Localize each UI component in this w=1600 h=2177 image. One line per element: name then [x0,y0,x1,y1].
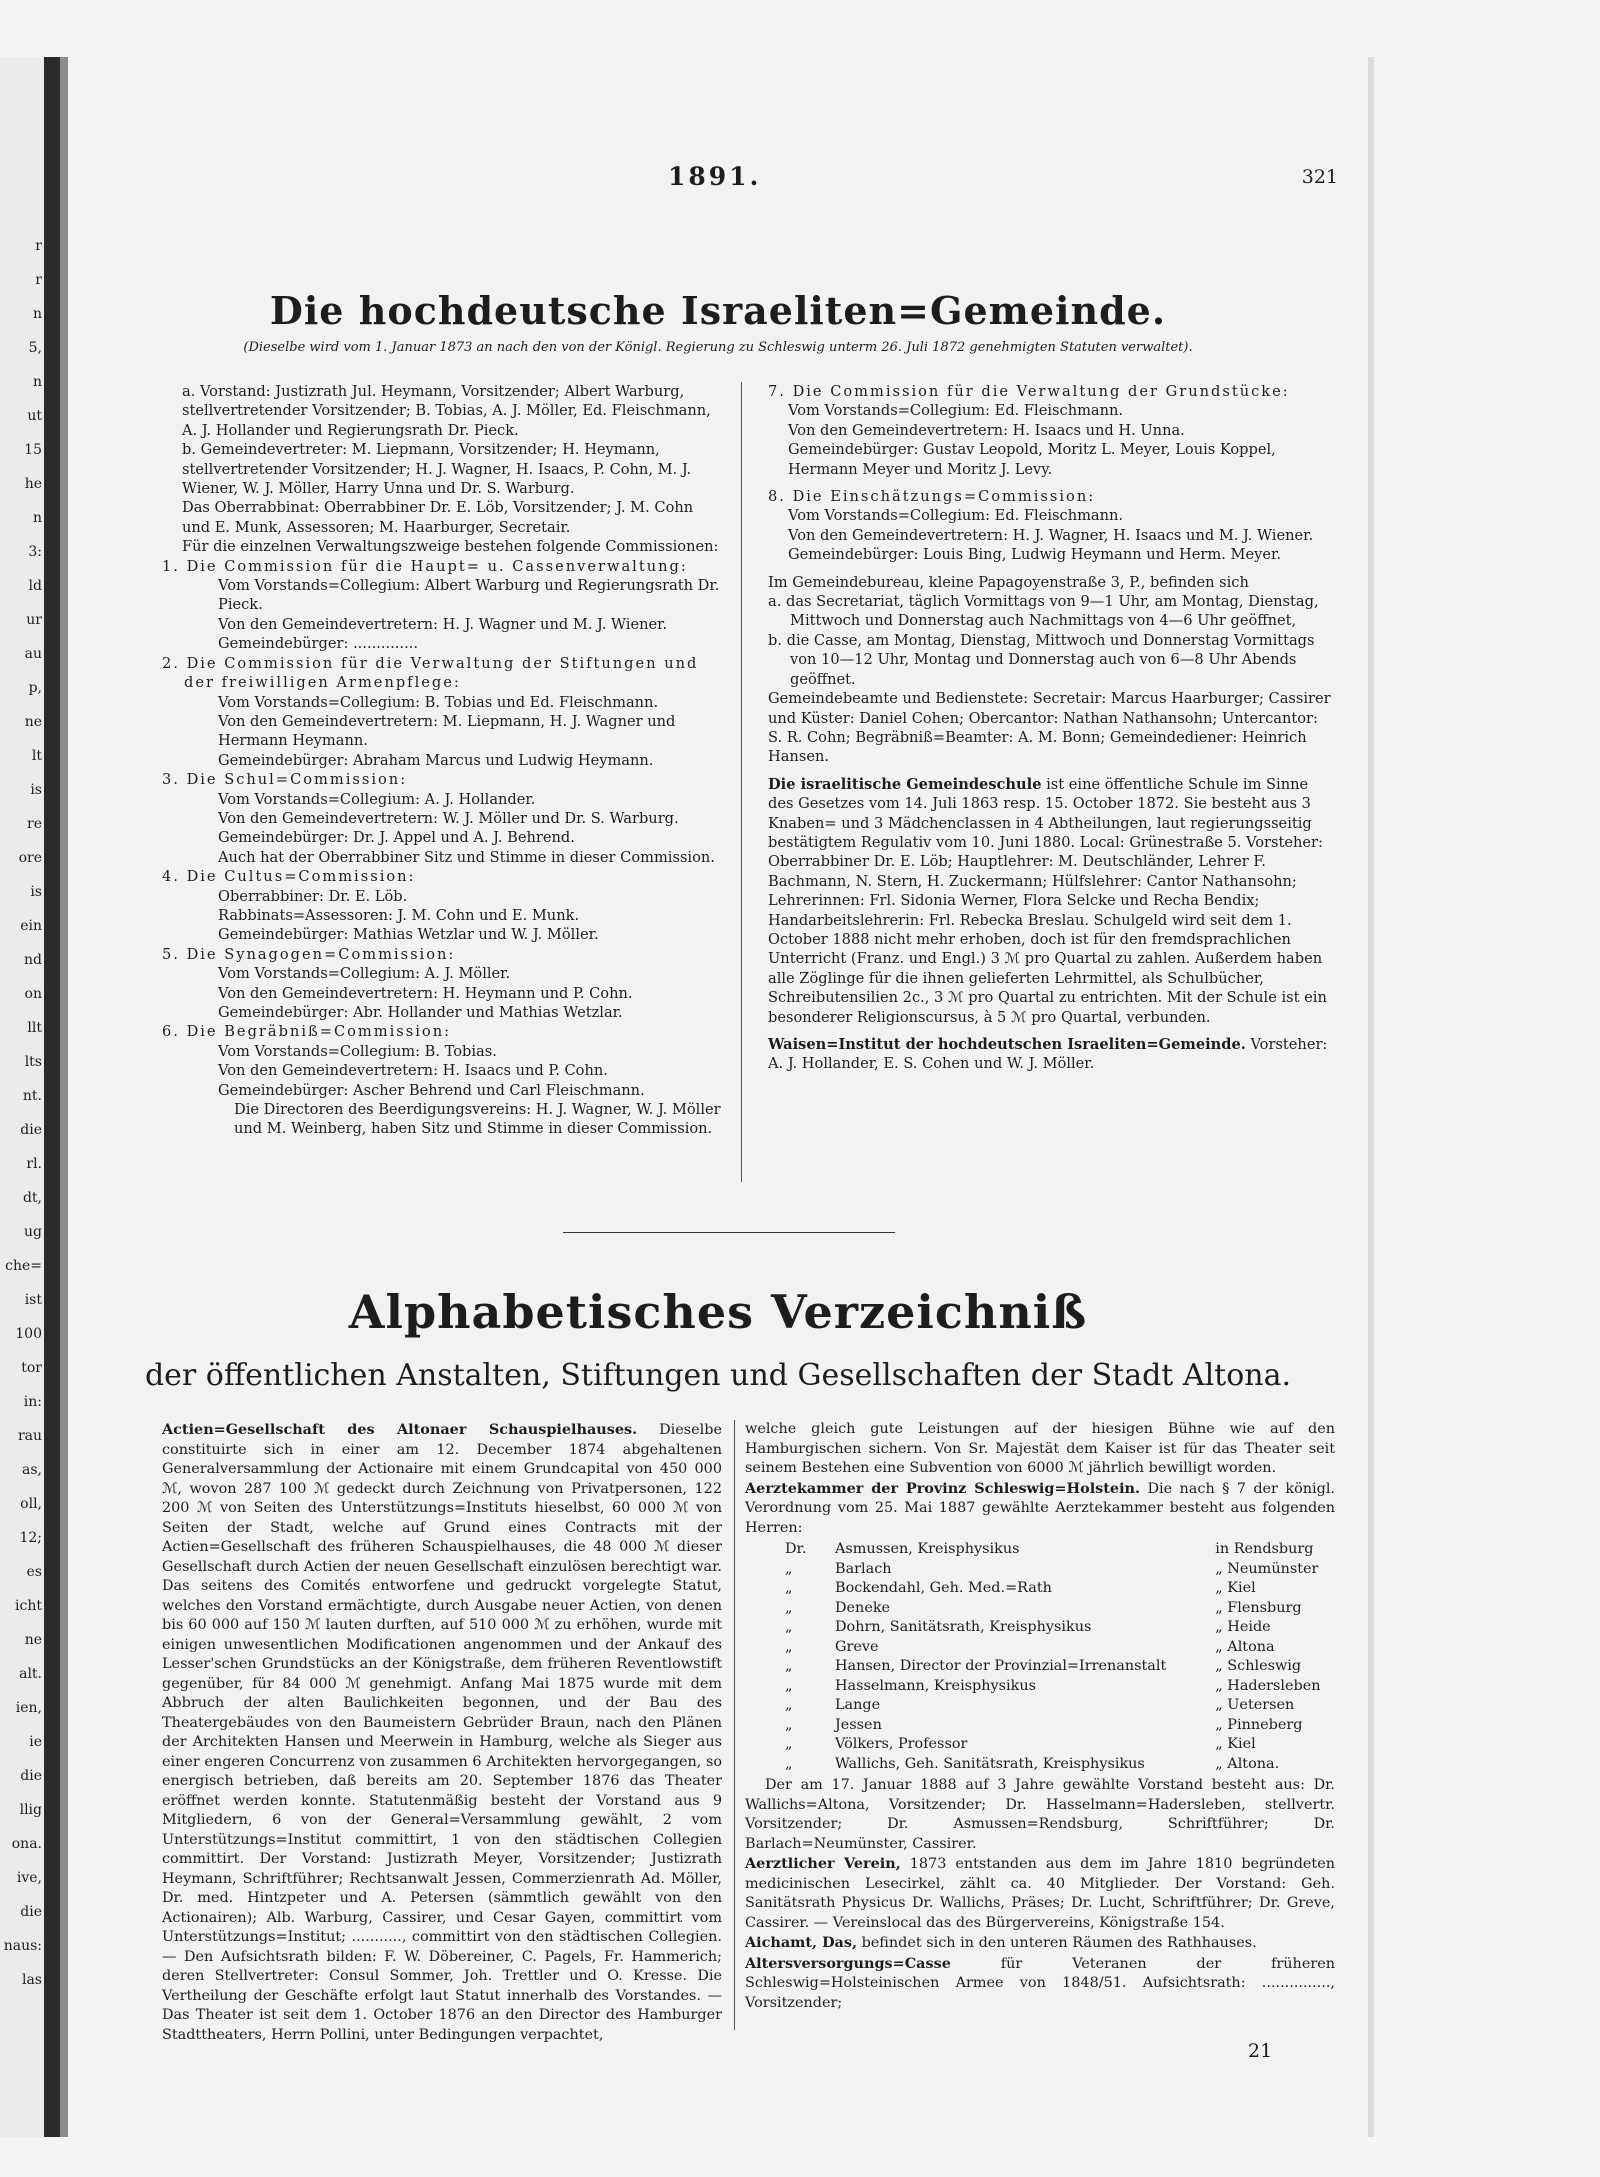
actien-gesellschaft-continued: welche gleich gute Leistungen auf der hiesigen Bühne wie auf den Hamburgischen sichern. Von Sr. Majestät dem Kaiser ist für das Theater seit seinem Bestehen eine Subvention von 6000 ℳ jährlich bewilligt worden. [745,1421,1335,1476]
commission-1-line: Von den Gemeindevertretern: H. J. Wagner und M. J. Wiener. [218,615,668,633]
margin-fragment: naus: [3,1938,42,1954]
commissions-intro: Für die einzelnen Verwaltungszweige bestehen folgende Commissionen: [182,538,719,556]
section-subtitle-verzeichniss: der öffentlichen Anstalten, Stiftungen und Gesellschaften der Stadt Altona. [144,1358,1292,1393]
doctor-place: „ Uetersen [1215,1697,1295,1713]
commission-7-line: Von den Gemeindevertretern: H. Isaacs und H. Unna. [788,421,1185,439]
margin-fragment: rl. [26,1156,42,1172]
doctor-prefix: „ [785,1638,793,1655]
doctor-place: „ Altona [1215,1638,1275,1655]
page-number: 321 [1301,166,1338,188]
doctor-row [745,1599,1335,1619]
doctor-row [745,1735,1335,1755]
commission-7-line: Vom Vorstands=Collegium: Ed. Fleischmann. [788,402,1124,420]
doctor-prefix: „ [785,1658,793,1674]
doctor-place: „ Kiel [1215,1736,1256,1752]
doctor-place: „ Heide [1215,1619,1271,1635]
section-subtitle-gemeinde: (Dieselbe wird vom 1. Januar 1873 an nach den von der Königl. Regierung zu Schleswig unterm 26. Juli 1872 genehmigten Statuten verwaltet). [243,340,1193,355]
commission-4-line: Oberrabbiner: Dr. E. Löb. [218,887,408,905]
aerztekammer-entry [745,1479,1335,1539]
margin-fragment: alt. [19,1666,42,1682]
margin-fragment: is [30,782,42,798]
doctor-name: Deneke [835,1599,891,1616]
actien-gesellschaft-text: Dieselbe constituirte sich in einer am 12. December 1874 abgehaltenen Generalversammlung der Actionaire mit einem Grundcapital von 450 000 ℳ, wovon 287 100 ℳ gedeckt durch Zeichnung von Privatpersonen, 122 200 ℳ von Seiten des Unterstützungs=Instituts hieselbst, 60 000 ℳ von Seiten der Stadt, welche auf Grund eines Contracts mit der Actien=Gesellschaft des früheren Schauspielhauses, die 48 000 ℳ dieser Gesellschaft durch Actien der neuen Gesellschaft einzulösen berechtigt war. Das seitens des Comités entworfene und gedruckt vorgelegte Statut, welches den Vorstand ermächtigte, durch Ausgabe neuer Actien, von denen bis 60 000 auf 150 ℳ lauten durften, auf 510 000 ℳ zu erhöhen, wurde mit einigen unwesentlichen Modificationen angenommen und der Ankauf des Lesser'schen Grundstücks an der Königstraße, dem früheren Reventlowstift gegenüber, für 84 000 ℳ genehmigt. Anfang Mai 1875 wurde mit dem Abbruch der alten Baulichkeiten begonnen, und der Bau des Theatergebäudes von den Baumeistern Gebrüder Braun, nach den Plänen der Architekten Hansen und Meerwein in Hamburg, welche als Sieger aus einer engeren Concurrenz von zusammen 6 Architekten hervorgegangen, so energisch betrieben, daß bereits am 20. September 1876 das Theater eröffnet werden konnte. Statutenmäßig besteht der Vorstand aus 9 Mitgliedern, 6 von der General=Versammlung gewählt, 2 vom Unterstützungs=Institut committirt, 1 von den städtischen Collegien committirt. Der Vorstand: Justizrath Meyer, Vorsitzender; Justizrath Heymann, Schriftführer; Rechtsanwalt Jessen, Commerzienrath Ad. Möller, Dr. med. Hintzpeter und A. Petersen (sämmtlich gewählt von den Actionairen); Alb. Warburg, Cassirer, und Cesar Gayen, committirt vom Unterstützungs=Institut; ..........., committirt von den städtischen Collegien. — Den Aufsichtsrath bilden: F. W. Döbereiner, C. Pagels, Fr. Hammerich; deren Stellvertreter: Consul Sommer, Joh. Trettler und O. Kresse. Die Vertheilung der Geschäfte erfolgt laut Statut innerhalb des Vorstandes. — Das Theater ist seit dem 1. October 1876 an den Director des Hamburger Stadttheaters, Herrn Pollini, unter Bedingungen verpachtet, [162,1422,723,2043]
gemeindeschule-entry [768,775,1334,1027]
doctor-name: Barlach [835,1560,892,1577]
beamte-entry: Gemeindebeamte und Bedienstete: Secretair: Marcus Haarburger; Cassirer und Küster: Daniel Cohen; Obercantor: Nathan Nathansohn; Untercantor: S. R. Cohn; Begräbniß=Beamter: A. M. Bonn; Gemeindediener: Heinrich Hansen. [768,690,1331,766]
margin-fragment: au [24,646,42,662]
doctor-prefix: „ [785,1697,793,1713]
margin-fragment: re [27,816,42,832]
doctor-place: „ Schleswig [1215,1658,1302,1674]
commission-3-line: Gemeindebürger: Dr. J. Appel und A. J. Behrend. [218,829,575,847]
margin-fragment: n [32,374,42,390]
commission-6-line: Gemeindebürger: Ascher Behrend und Carl Fleischmann. [218,1081,645,1099]
aerztlicher-verein-title: Aerztlicher Verein, [745,1855,901,1872]
book-binding-edge [60,57,68,2137]
aerztlicher-verein-text: 1873 entstanden aus dem im Jahre 1810 begründeten medicinischen Lesecirkel, zählt ca. 40 Mitglieder. Der Vorstand: Geh. Sanitätsrath Physicus Dr. Wallichs, Präses; Dr. Lucht, Schriftführer; Dr. Greve, Cassirer. — Vereinslocal das des Bürgervereins, Königstraße 154. [745,1856,1335,1931]
margin-fragment: lt [31,748,42,764]
doctor-place: „ Hadersleben [1215,1677,1321,1694]
doctor-row [745,1560,1335,1580]
doctor-name: Lange [835,1697,881,1713]
margin-fragment: nd [24,952,42,968]
margin-fragment: icht [15,1598,42,1614]
waisen-institut-text: Vorsteher: A. J. Hollander, E. S. Cohen und W. J. Möller. [768,1036,1328,1073]
margin-fragment: ore [18,850,42,866]
waisen-institut-entry [768,1035,1334,1074]
commission-2-line: Von den Gemeindevertretern: M. Liepmann, H. J. Wagner und Hermann Heymann. [218,712,676,750]
margin-fragment: llig [19,1802,42,1818]
aichamt-text: befindet sich in den unteren Räumen des Rathhauses. [857,1935,1257,1951]
margin-fragment: he [24,476,42,492]
commission-2-heading: 2. Die Commission für die Verwaltung der Stiftungen und der freiwilligen Armenpflege: [162,654,699,692]
gemeinde-right-column [768,382,1334,1074]
waisen-institut-title: Waisen=Institut der hochdeutschen Israeliten=Gemeinde. [768,1036,1246,1053]
margin-fragment: ut [27,408,42,424]
doctor-place: „ Neumünster [1215,1560,1319,1577]
doctor-prefix: Dr. [785,1541,807,1557]
aerztekammer-title: Aerztekammer der Provinz Schleswig=Holstein. [745,1479,1141,1497]
doctor-place: „ Kiel [1215,1580,1256,1596]
doctor-place: in Rendsburg [1215,1541,1314,1557]
aichamt-title: Aichamt, Das, [745,1934,857,1951]
commission-7-heading: 7. Die Commission für die Verwaltung der Grundstücke: [768,383,1290,400]
margin-fragment: ur [26,612,42,628]
secretariat-hours: a. das Secretariat, täglich Vormittags von 9—1 Uhr, am Montag, Dienstag, Mittwoch und Donnerstag auch Nachmittags von 4—6 Uhr geöffnet, [768,593,1319,630]
aerztlicher-verein-entry [745,1854,1335,1933]
doctor-name: Asmussen, Kreisphysikus [835,1541,1020,1557]
doctor-place: „ Pinneberg [1215,1716,1303,1733]
margin-fragment: die [20,1904,42,1920]
doctor-row [745,1696,1335,1716]
actien-gesellschaft-entry [162,1420,722,2045]
commission-4-line: Gemeindebürger: Mathias Wetzlar und W. J. Möller. [218,926,599,944]
commission-4-heading: 4. Die Cultus=Commission: [162,868,416,886]
doctor-row [745,1677,1335,1697]
adjacent-page-strip [0,57,44,2137]
margin-fragment: oll, [20,1496,42,1512]
doctor-row [745,1638,1335,1658]
gemeindebureau-entry: Im Gemeindebureau, kleine Papagoyenstraße 3, P., befinden sich [768,573,1249,591]
aerztekammer-text: Die nach § 7 der königl. Verordnung vom 25. Mai 1887 gewählte Aerztekammer besteht aus folgenden Herren: [745,1480,1335,1536]
doctor-prefix: „ [785,1677,793,1694]
gemeindeschule-title: Die israelitische Gemeindeschule [768,775,1042,793]
column-divider [741,382,742,1182]
margin-fragment: che= [5,1258,42,1274]
margin-fragment: in: [23,1394,42,1410]
commission-1-line: Vom Vorstands=Collegium: Albert Warburg und Regierungsrath Dr. Pieck. [218,577,720,614]
doctor-name: Hansen, Director der Provinzial=Irrenanstalt [835,1658,1167,1674]
oberrabbinat-entry: Das Oberrabbinat: Oberrabbiner Dr. E. Löb, Vorsitzender; J. M. Cohn und E. Munk, Assessoren; M. Haarburger, Secretair. [182,499,694,536]
aichamt-entry [745,1933,1335,1954]
altersversorgung-entry [745,1954,1335,2014]
margin-fragment: es [26,1564,42,1580]
margin-fragment: ie [29,1734,42,1750]
margin-fragment: ne [24,714,42,730]
vorstand-entry: a. Vorstand: Justizrath Jul. Heymann, Vorsitzender; Albert Warburg, stellvertretender Vorsitzender; B. Tobias, A. J. Möller, Ed. Fleischmann, A. J. Hollander und Regierungsrath Dr. Pieck. [182,383,711,439]
margin-fragment: las [21,1972,42,1988]
gemeindevertreter-entry: b. Gemeindevertreter: M. Liepmann, Vorsitzender; H. Heymann, stellvertretender Vorsitzender; H. J. Wagner, H. Isaacs, P. Cohn, M. J. Wiener, W. J. Möller, Harry Unna und Dr. S. Warburg. [182,441,692,498]
margin-fragment: llt [27,1020,42,1036]
doctor-prefix: „ [785,1619,793,1635]
doctor-name: Völkers, Professor [835,1736,968,1752]
doctor-prefix: „ [785,1716,793,1733]
doctor-row [745,1579,1335,1599]
doctor-name: Greve [835,1638,879,1655]
margin-fragment: is [30,884,42,900]
commission-8-line: Gemeindebürger: Louis Bing, Ludwig Heymann und Herm. Meyer. [788,546,1281,564]
casse-hours: b. die Casse, am Montag, Dienstag, Mittwoch und Donnerstag Vormittags von 10—12 Uhr, Montag und Donnerstag auch von 6—8 Uhr Abends geöffnet. [768,631,1315,688]
margin-fragment: p, [28,680,42,696]
margin-fragment: ein [20,918,42,934]
doctor-name: Hasselmann, Kreisphysikus [835,1677,1037,1694]
section-separator [563,1232,895,1233]
commission-5-heading: 5. Die Synagogen=Commission: [162,945,456,963]
margin-fragment: ne [24,1632,42,1648]
margin-fragment: dt, [22,1190,42,1206]
commission-2-line: Gemeindebürger: Abraham Marcus und Ludwig Heymann. [218,751,654,769]
commission-1-heading: 1. Die Commission für die Haupt= u. Cassenverwaltung: [162,557,688,575]
doctor-row [745,1657,1335,1677]
margin-fragment: nt. [22,1088,42,1104]
commission-8-line: Von den Gemeindevertretern: H. J. Wagner, H. Isaacs und M. J. Wiener. [788,526,1314,544]
gemeindeschule-text: ist eine öffentliche Schule im Sinne des Gesetzes vom 14. Juli 1863 resp. 15. October 1872. Sie besteht aus 3 Knaben= und 3 Mädchenclassen in 4 Abtheilungen, laut regierungsseitig bestätigtem Regulativ vom 10. Juni 1880. Local: Grünestraße 5. Vorsteher: Oberrabbiner Dr. E. Löb; Hauptlehrer: M. Deutschländer, Lehrer F. Bachmann, N. Stern, H. Zuckermann; Hülfslehrer: Cantor Nathansohn; Lehrerinnen: Frl. Sidonia Werner, Flora Selcke und Recha Bendix; Handarbeitslehrerin: Frl. Rebecka Breslau. Schulgeld wird seit dem 1. October 1888 nicht mehr erhoben, doch ist für den fremdsprachlichen Unterricht (Franz. und Engl.) 3 ℳ pro Quartal zu zahlen. Außerdem haben alle Zöglinge für die ihnen gelieferten Lehrmittel, als Schulbücher, Schreibutensilien 2c., 3 ℳ pro Quartal zu entrichten. Mit der Schule ist ein besonderer Religionscursus, à 5 ℳ pro Quartal, verbunden. [768,775,1327,1026]
doctor-place: „ Flensburg [1215,1599,1302,1616]
doctor-prefix: „ [785,1580,793,1596]
margin-fragment: n [32,510,42,526]
commission-5-line: Von den Gemeindevertretern: H. Heymann und P. Cohn. [218,984,633,1002]
margin-fragment: on [24,986,42,1002]
commission-6-heading: 6. Die Begräbniß=Commission: [162,1023,452,1041]
doctor-name: Wallichs, Geh. Sanitätsrath, Kreisphysikus [835,1755,1145,1772]
margin-fragment: n [32,306,42,322]
aerztekammer-members-table [745,1540,1335,1774]
margin-fragment: 12; [19,1530,42,1546]
doctor-name: Dohrn, Sanitätsrath, Kreisphysikus [835,1619,1092,1635]
margin-fragment: ug [24,1224,42,1240]
commission-4-line: Rabbinats=Assessoren: J. M. Cohn und E. Munk. [218,906,580,924]
page-edge [1368,57,1374,2137]
year-heading: 1891. [668,162,762,191]
commission-3-line: Auch hat der Oberrabbiner Sitz und Stimme in dieser Commission. [218,848,715,866]
commission-3-line: Vom Vorstands=Collegium: A. J. Hollander. [218,790,536,808]
margin-fragment: as, [22,1462,42,1478]
commission-3-line: Von den Gemeindevertretern: W. J. Möller und Dr. S. Warburg. [218,809,679,827]
commission-5-line: Vom Vorstands=Collegium: A. J. Möller. [218,965,511,983]
sheet-signature: 21 [1248,2040,1273,2062]
margin-fragment: 100 [15,1326,42,1342]
doctor-row [745,1716,1335,1736]
actien-gesellschaft-title: Actien=Gesellschaft des Altonaer Schauspielhauses. [162,1421,638,1438]
doctor-prefix: „ [785,1736,793,1752]
doctor-place: „ Altona. [1215,1755,1280,1772]
margin-fragment: die [20,1122,42,1138]
doctor-row [745,1618,1335,1638]
doctor-prefix: „ [785,1560,793,1577]
commission-1-line: Gemeindebürger: .............. [218,635,418,653]
margin-fragment: 3: [28,544,42,560]
commission-5-line: Gemeindebürger: Abr. Hollander und Mathias Wetzlar. [218,1004,623,1021]
margin-fragment: tor [21,1360,42,1376]
margin-fragment: r [35,272,42,288]
verzeichniss-right-column [745,1420,1335,2013]
verzeichniss-left-column [162,1420,722,2045]
commission-8-heading: 8. Die Einschätzungs=Commission: [768,488,1096,506]
doctor-row [745,1755,1335,1775]
margin-fragment: ld [28,578,42,594]
column-divider [734,1420,735,2030]
aerztekammer-vorstand: Der am 17. Januar 1888 auf 3 Jahre gewählte Vorstand besteht aus: Dr. Wallichs=Altona, Vorsitzender; Dr. Hasselmann=Hadersleben, stellvertr. Vorsitzender; Dr. Asmussen=Rendsburg, Schriftführer; Dr. Barlach=Neumünster, Cassirer. [745,1777,1335,1852]
commission-7-line: Gemeindebürger: Gustav Leopold, Moritz L. Meyer, Louis Koppel, Hermann Meyer und Moritz J. Levy. [788,441,1276,478]
section-title-verzeichniss: Alphabetisches Verzeichniß [348,1285,1088,1339]
gemeinde-left-column [162,382,722,1139]
commission-8-line: Vom Vorstands=Collegium: Ed. Fleischmann. [788,507,1124,525]
margin-fragment: ien, [15,1700,42,1716]
margin-fragment: ive, [16,1870,42,1886]
commission-6-line: Vom Vorstands=Collegium: B. Tobias. [218,1042,497,1060]
section-title-gemeinde: Die hochdeutsche Israeliten=Gemeinde. [269,288,1167,333]
margin-fragment: 15 [24,442,42,458]
commission-6-line: Von den Gemeindevertretern: H. Isaacs und P. Cohn. [218,1062,608,1080]
margin-fragment: die [20,1768,42,1784]
margin-fragment: r [35,238,42,254]
altersversorgung-text: für Veteranen der früheren Schleswig=Holsteinischen Armee von 1848/51. Aufsichtsrath: ..............., Vorsitzender; [745,1955,1335,2011]
running-header [68,162,1338,192]
margin-fragment: ist [24,1292,42,1308]
doctor-name: Jessen [835,1716,882,1733]
commission-6-line: Die Directoren des Beerdigungsvereins: H. J. Wagner, W. J. Möller und M. Weinberg, haben Sitz und Stimme in dieser Commission. [234,1101,721,1138]
altersversorgung-title: Altersversorgungs=Casse [745,1954,951,1972]
commission-3-heading: 3. Die Schul=Commission: [162,771,408,789]
book-binding-shadow [44,57,60,2137]
margin-fragment: 5, [28,340,42,356]
doctor-row [745,1540,1335,1560]
margin-fragment: rau [17,1428,42,1444]
doctor-prefix: „ [785,1599,793,1616]
doctor-prefix: „ [785,1755,793,1772]
commission-2-line: Vom Vorstands=Collegium: B. Tobias und Ed. Fleischmann. [218,693,659,711]
doctor-name: Bockendahl, Geh. Med.=Rath [835,1580,1052,1596]
margin-fragment: lts [24,1054,42,1070]
margin-fragment: ona. [11,1836,42,1852]
